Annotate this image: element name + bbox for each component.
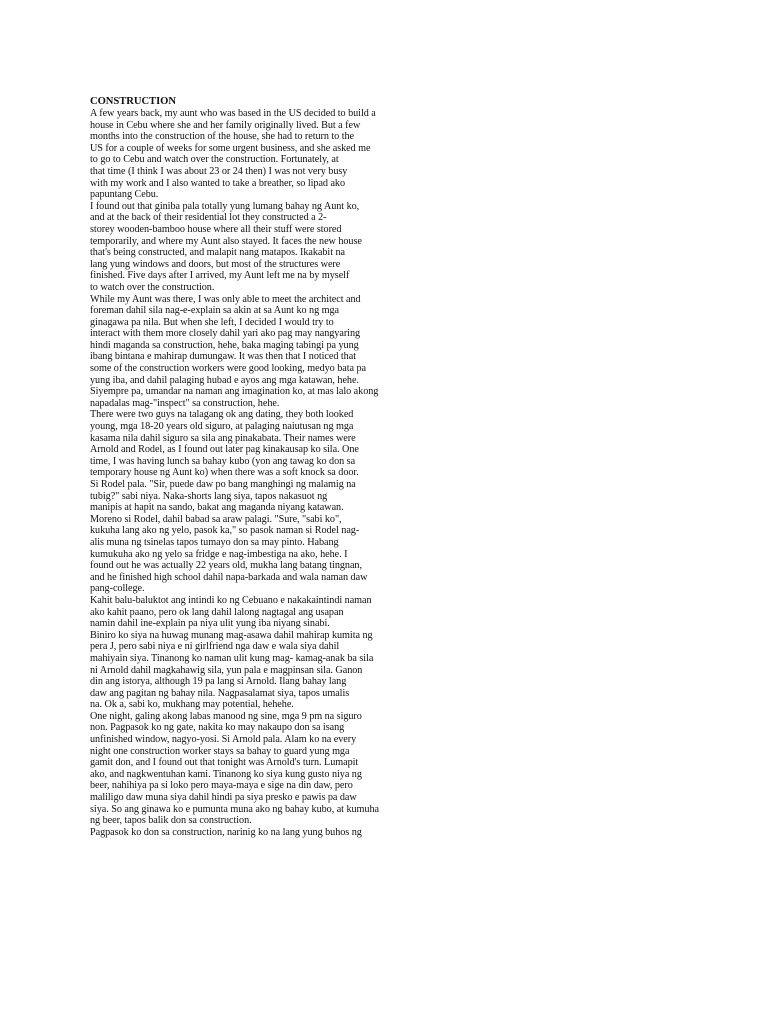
text-line: finished. Five days after I arrived, my Aunt left me na by myself bbox=[90, 270, 350, 282]
text-line: beer, nahihiya pa si loko pero maya-maya e sige na din daw, pero bbox=[90, 780, 353, 792]
text-line: Moreno si Rodel, dahil babad sa araw palagi. "Sure, "sabi ko", bbox=[90, 513, 342, 525]
text-line: ako kahit paano, pero ok lang dahil lalong nagtagal ang usapan bbox=[90, 606, 344, 618]
text-line: months into the construction of the house, she had to return to the bbox=[90, 131, 355, 143]
document-text bbox=[90, 108, 420, 838]
text-line: While my Aunt was there, I was only able to meet the architect and bbox=[90, 293, 361, 305]
text-line: some of the construction workers were good looking, medyo bata pa bbox=[90, 363, 366, 375]
text-line: mahiyain siya. Tinanong ko naman ulit kung mag- kamag-anak ba sila bbox=[90, 652, 374, 664]
text-line: yung iba, and dahil palaging hubad e ayos ang mga katawan, hehe. bbox=[90, 374, 359, 386]
text-line: found out he was actually 22 years old, mukha lang batang tingnan, bbox=[90, 560, 362, 572]
text-line: young, mga 18-20 years old siguro, at palaging naiutusan ng mga bbox=[90, 421, 354, 433]
text-line: siya. So ang ginawa ko e pumunta muna ako ng bahay kubo, at kumuha bbox=[90, 803, 379, 815]
text-line: and he finished high school dahil napa-barkada and wala naman daw bbox=[90, 571, 368, 583]
text-line: Siyempre pa, umandar na naman ang imagination ko, at mas lalo akong bbox=[90, 386, 379, 398]
text-line: with my work and I also wanted to take a breather, so lipad ako bbox=[90, 177, 346, 189]
text-line: din ang istorya, although 19 pa lang si Arnold. Ilang bahay lang bbox=[90, 676, 347, 688]
text-line: storey wooden-bamboo house where all their stuff were stored bbox=[90, 223, 342, 235]
text-line: One night, galing akong labas manood ng sine, mga 9 pm na siguro bbox=[90, 710, 362, 722]
document-title: CONSTRUCTION bbox=[90, 96, 176, 107]
text-line: namin dahil ine-explain pa niya ulit yung iba niyang sinabi. bbox=[90, 618, 330, 630]
text-line: night one construction worker stays sa bahay to guard yung mga bbox=[90, 745, 350, 757]
text-line: maliligo daw muna siya dahil hindi pa siya presko e pawis pa daw bbox=[90, 792, 357, 804]
text-line: time, I was having lunch sa bahay kubo (yon ang tawag ko don sa bbox=[90, 455, 356, 467]
text-line: ni Arnold dahil magkahawig sila, yun pala e magpinsan sila. Ganon bbox=[90, 664, 363, 676]
text-line: alis muna ng tsinelas tapos tumayo don sa may pinto. Habang bbox=[90, 536, 339, 548]
text-line: Arnold and Rodel, as I found out later pag kinakausap ko sila. One bbox=[90, 444, 359, 456]
text-line: kasama nila dahil siguro sa sila ang pinakabata. Their names were bbox=[90, 432, 356, 444]
text-line: ibang bintana e mahirap dumungaw. It was then that I noticed that bbox=[90, 351, 356, 363]
text-line: ako, and nagkwentuhan kami. Tinanong ko siya kung gusto niya ng bbox=[90, 768, 362, 780]
text-line: US for a couple of weeks for some urgent business, and she asked me bbox=[90, 142, 371, 154]
text-line: temporary house ng Aunt ko) when there was a soft knock sa door. bbox=[90, 467, 359, 479]
text-line: foreman dahil sila nag-e-explain sa akin at sa Aunt ko ng mga bbox=[90, 305, 340, 317]
document-body bbox=[90, 96, 420, 838]
text-line: Kahit balu-baluktot ang intindi ko ng Cebuano e nakakaintindi naman bbox=[90, 594, 372, 606]
text-line: interact with them more closely dahil yari ako pag may nangyaring bbox=[90, 328, 361, 340]
text-line: gamit don, and I found out that tonight was Arnold's turn. Lumapit bbox=[90, 757, 359, 769]
text-line: daw ang pagitan ng bahay nila. Nagpasalamat siya, tapos umalis bbox=[90, 687, 350, 699]
text-line: pang-college. bbox=[90, 583, 145, 595]
text-line: Biniro ko siya na huwag munang mag-asawa dahil mahirap kumita ng bbox=[90, 629, 373, 641]
text-line: Pagpasok ko don sa construction, narinig ko na lang yung buhos ng bbox=[90, 826, 362, 838]
text-line: to go to Cebu and watch over the construction. Fortunately, at bbox=[90, 154, 339, 166]
text-line: to watch over the construction. bbox=[90, 281, 215, 293]
text-line: kumukuha ako ng yelo sa fridge e nag-imbestiga na ako, hehe. I bbox=[90, 548, 348, 560]
text-line: papuntang Cebu. bbox=[90, 189, 159, 201]
text-line: unfinished window, nagyo-yosi. Si Arnold pala. Alam ko na every bbox=[90, 734, 357, 746]
text-line: non. Pagpasok ko ng gate, nakita ko may nakaupo don sa isang bbox=[90, 722, 345, 734]
text-line: that's being constructed, and malapit nang matapos. Ikakabit na bbox=[90, 247, 345, 259]
text-line: A few years back, my aunt who was based in the US decided to build a bbox=[90, 108, 376, 119]
text-line: Si Rodel pala. "Sir, puede daw po bang manghingi ng malamig na bbox=[90, 479, 356, 490]
text-line: temporarily, and where my Aunt also stayed. It faces the new house bbox=[90, 235, 362, 247]
text-line: kukuha lang ako ng yelo, pasok ka," so pasok naman si Rodel nag- bbox=[90, 525, 360, 537]
text-line: tubig?" sabi niya. Naka-shorts lang siya, tapos nakasuot ng bbox=[90, 490, 328, 502]
text-line: lang yung windows and doors, but most of the structures were bbox=[90, 258, 341, 270]
text-line: There were two guys na talagang ok ang dating, they both looked bbox=[90, 409, 354, 421]
text-line: hindi maganda sa construction, hehe, baka maging tabingi pa yung bbox=[90, 339, 359, 351]
text-line: ng beer, tapos balik don sa construction. bbox=[90, 815, 252, 827]
text-line: I found out that giniba pala totally yung lumang bahay ng Aunt ko, bbox=[90, 200, 360, 212]
text-line: and at the back of their residential lot they constructed a 2- bbox=[90, 212, 327, 224]
text-line: na. Ok a, sabi ko, mukhang may potential, hehehe. bbox=[90, 699, 294, 711]
text-line: house in Cebu where she and her family originally lived. But a few bbox=[90, 119, 361, 131]
text-line: manipis at hapit na sando, bakat ang maganda niyang katawan. bbox=[90, 502, 344, 514]
text-line: pera J, pero sabi niya e ni girlfriend nga daw e wala siya dahil bbox=[90, 641, 340, 653]
text-line: ginagawa pa nila. But when she left, I decided I would try to bbox=[90, 316, 334, 328]
text-line: napadalas mag-"inspect" sa construction, hehe. bbox=[90, 397, 280, 409]
text-line: that time (I think I was about 23 or 24 then) I was not very busy bbox=[90, 165, 348, 177]
